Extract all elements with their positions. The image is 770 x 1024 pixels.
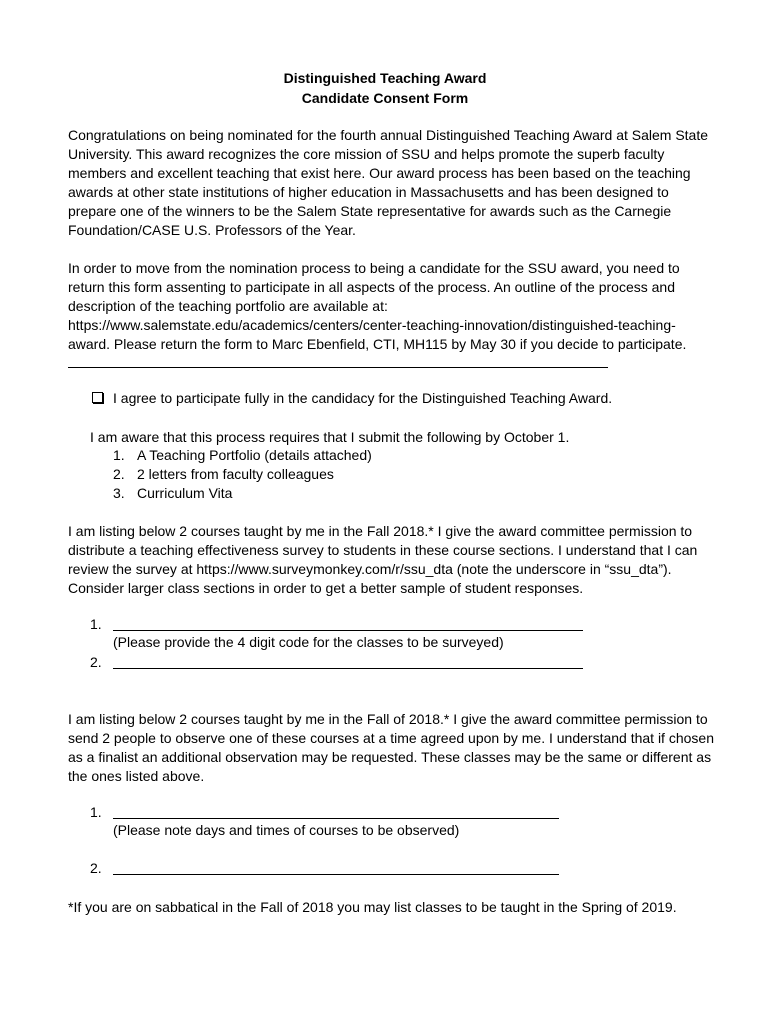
requirements-list — [113, 446, 372, 503]
observation-paragraph: I am listing below 2 courses taught by me in the Fall of 2018.* I give the award committee permission to send 2 people to observe one of these courses at a time agreed upon by me. I understand that if chosen as a finalist an additional observation may be requested. These classes may be the same or different as the ones listed above. — [68, 711, 714, 784]
survey-course-2-number: 2. — [90, 654, 102, 670]
form-subtitle: Candidate Consent Form — [301, 90, 469, 106]
observe-course-1-number: 1. — [90, 804, 102, 820]
survey-course-1-number: 1. — [90, 616, 102, 632]
observe-note: (Please note days and times of courses to be observed) — [113, 822, 460, 838]
agree-checkbox[interactable] — [92, 392, 103, 403]
instructions-paragraph: In order to move from the nomination process to being a candidate for the SSU award, you need to return this form assenting to participate in all aspects of the process. An outline of the process and description of the teaching portfolio are available at: https://www.salemstate.edu/academics/centers/center-teaching-innovation/distinguished-teaching-award. Please return the form to Marc Ebenfield, CTI, MH115 by May 30 if you decide to participate. — [68, 260, 687, 352]
observe-course-2-field[interactable] — [113, 874, 559, 875]
list-item: 3. Curriculum Vita — [113, 485, 233, 501]
survey-course-2-field[interactable] — [113, 668, 583, 669]
requirements-intro: I am aware that this process requires that I submit the following by October 1. — [90, 429, 570, 445]
sabbatical-footnote: *If you are on sabbatical in the Fall of 2018 you may list classes to be taught in the Spring of 2019. — [68, 899, 677, 915]
list-item: 2. 2 letters from faculty colleagues — [113, 466, 334, 482]
list-item: 1. A Teaching Portfolio (details attached) — [113, 447, 372, 463]
observe-course-2-number: 2. — [90, 860, 102, 876]
survey-course-1-field[interactable] — [113, 630, 583, 631]
survey-paragraph: I am listing below 2 courses taught by me in the Fall 2018.* I give the award committee permission to distribute a teaching effectiveness survey to students in these course sections. I understand that I can review the survey at https://www.surveymonkey.com/r/ssu_dta (note the underscore in “ssu_dta”). Consider larger class sections in order to get a better sample of student responses. — [68, 523, 698, 596]
agree-label: I agree to participate fully in the candidacy for the Distinguished Teaching Award. — [113, 390, 613, 406]
form-title: Distinguished Teaching Award — [283, 70, 487, 86]
observe-course-1-field[interactable] — [113, 818, 559, 819]
survey-note: (Please provide the 4 digit code for the classes to be surveyed) — [113, 634, 504, 650]
intro-paragraph: Congratulations on being nominated for the fourth annual Distinguished Teaching Award at Salem State University. This award recognizes the core mission of SSU and helps promote the superb faculty members and excellent teaching that exist here. Our award process has been based on the teaching awards at other state institutions of higher education in Massachusetts and has been designed to prepare one of the winners to be the Salem State representative for awards such as the Carnegie Foundation/CASE U.S. Professors of the Year. — [68, 127, 709, 238]
agree-checkbox-row[interactable] — [92, 389, 612, 408]
section-divider — [68, 367, 608, 368]
